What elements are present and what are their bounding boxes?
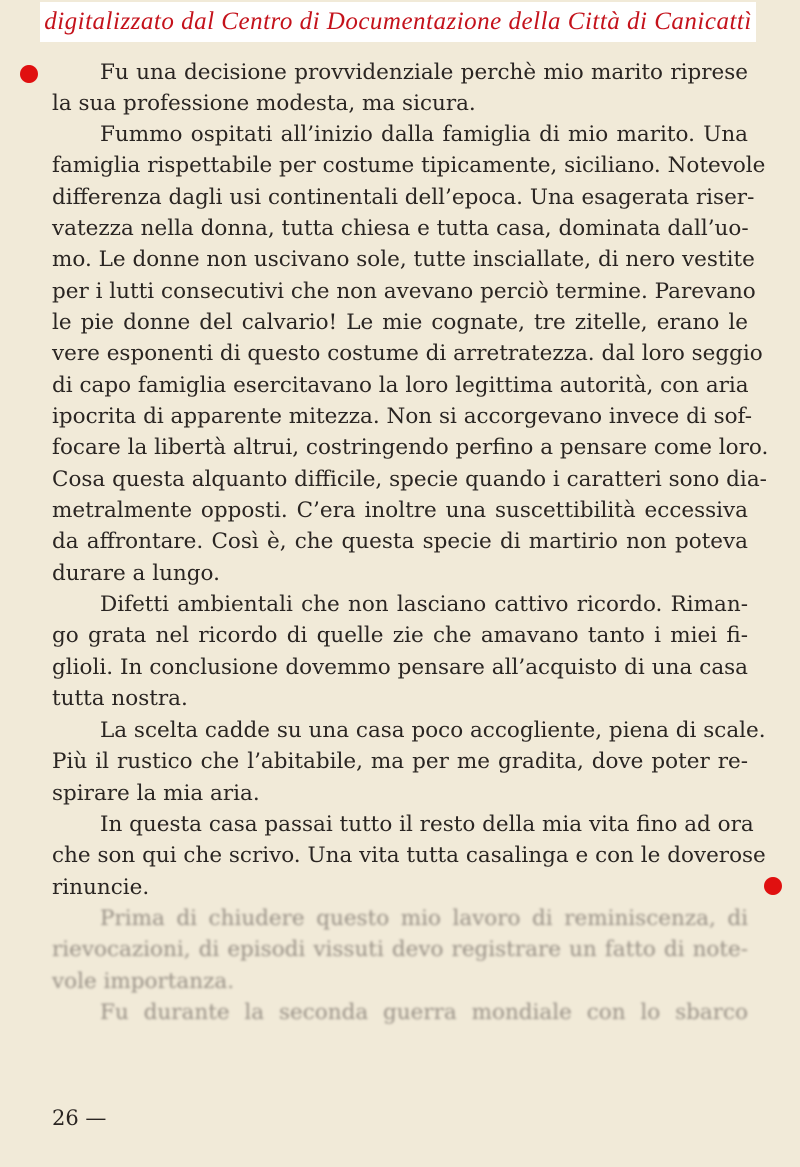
text-line: che son qui che scrivo. Una vita tutta casalinga e con le doverose xyxy=(52,843,766,868)
text-line: Fu una decisione provvidenziale perchè mio marito riprese xyxy=(100,60,748,85)
text-line: per i lutti consecutivi che non avevano perciò termine. Parevano xyxy=(52,279,756,304)
text-line: differenza dagli usi continentali dell’epoca. Una esagerata riser- xyxy=(52,185,755,210)
banner-text: digitalizzato dal Centro di Documentazione della Città di Canicattì xyxy=(44,8,752,35)
text-line: Difetti ambientali che non lasciano cattivo ricordo. Riman- xyxy=(100,592,748,617)
text-line: tutta nostra. xyxy=(52,686,188,711)
text-line: Cosa questa alquanto difficile, specie quando i caratteri sono dia- xyxy=(52,467,767,492)
text-line: la sua professione modesta, ma sicura. xyxy=(52,91,476,116)
text-line: focare la libertà altrui, costringendo perfino a pensare come loro. xyxy=(52,435,769,460)
text-line: vatezza nella donna, tutta chiesa e tutta casa, dominata dall’uo- xyxy=(52,216,749,241)
page-number: 26 — xyxy=(52,1106,107,1130)
text-line: In questa casa passai tutto il resto della mia vita fino ad ora xyxy=(100,812,754,837)
text-line: vere esponenti di questo costume di arretratezza. dal loro seggio xyxy=(52,341,763,366)
text-line: glioli. In conclusione dovemmo pensare all’acquisto di una casa xyxy=(52,655,748,680)
text-line: La scelta cadde su una casa poco accogliente, piena di scale. xyxy=(100,718,766,743)
text-line: spirare la mia aria. xyxy=(52,781,260,806)
blurred-text-line: rievocazioni, di episodi vissuti devo registrare un fatto di note- xyxy=(52,937,748,962)
blurred-text-line: vole importanza. xyxy=(52,969,235,994)
blurred-text-line: Prima di chiudere questo mio lavoro di reminiscenza, di xyxy=(100,906,748,931)
text-line: di capo famiglia esercitavano la loro legittima autorità, con aria xyxy=(52,373,749,398)
text-line: Fummo ospitati all’inizio dalla famiglia di mio marito. Una xyxy=(100,122,748,147)
text-line: durare a lungo. xyxy=(52,561,220,586)
text-line: mo. Le donne non uscivano sole, tutte insciallate, di nero vestite xyxy=(52,247,755,272)
text-line: ipocrita di apparente mitezza. Non si accorgevano invece di sof- xyxy=(52,404,752,429)
text-line: go grata nel ricordo di quelle zie che amavano tanto i miei fi- xyxy=(52,623,748,648)
red-marker-dot-top xyxy=(20,65,38,83)
text-line: famiglia rispettabile per costume tipicamente, siciliano. Notevole xyxy=(52,153,766,178)
red-marker-dot-bottom xyxy=(764,877,782,895)
text-line: le pie donne del calvario! Le mie cognate, tre zitelle, erano le xyxy=(52,310,748,335)
blurred-text-line: Fu durante la seconda guerra mondiale con lo sbarco xyxy=(100,1000,748,1025)
text-line: Più il rustico che l’abitabile, ma per me gradita, dove poter re- xyxy=(52,749,748,774)
text-line: rinuncie. xyxy=(52,875,150,900)
digitization-banner xyxy=(40,2,756,42)
text-line: da affrontare. Così è, che questa specie di martirio non poteva xyxy=(52,529,748,554)
text-line: metralmente opposti. C’era inoltre una suscettibilità eccessiva xyxy=(52,498,748,523)
